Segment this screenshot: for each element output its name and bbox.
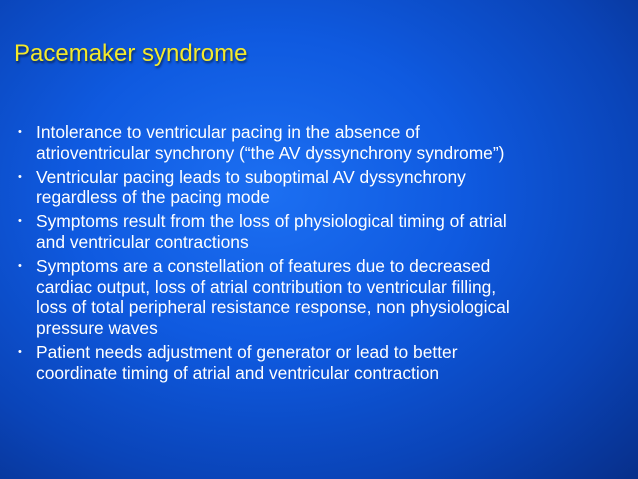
bullet-item <box>18 342 618 384</box>
bullet-text: Intolerance to ventricular pacing in the absence of atrioventricular synchrony (“the AV dyssynchrony syndrome”) <box>36 122 505 163</box>
bullet-list <box>18 122 618 387</box>
bullet-marker: • <box>18 215 22 228</box>
bullet-text: Patient needs adjustment of generator or lead to better coordinate timing of atrial and ventricular contraction <box>36 341 458 383</box>
bullet-item <box>18 211 618 253</box>
slide-title: Pacemaker syndrome <box>14 40 248 67</box>
bullet-item <box>18 122 618 164</box>
bullet-text: Symptoms are a constellation of features due to decreased cardiac output, loss of atrial contribution to ventricular filling, loss of total peripheral resistance response, non physiological pressure waves <box>36 255 510 339</box>
bullet-text: Symptoms result from the loss of physiological timing of atrial and ventricular contractions <box>36 211 507 252</box>
bullet-marker: • <box>18 345 22 358</box>
bullet-text: Ventricular pacing leads to suboptimal AV dyssynchrony regardless of the pacing mode <box>36 166 466 208</box>
bullet-marker: • <box>18 170 22 183</box>
bullet-marker: • <box>18 259 22 272</box>
bullet-item <box>18 256 618 339</box>
bullet-marker: • <box>18 126 22 138</box>
bullet-item <box>18 167 618 209</box>
